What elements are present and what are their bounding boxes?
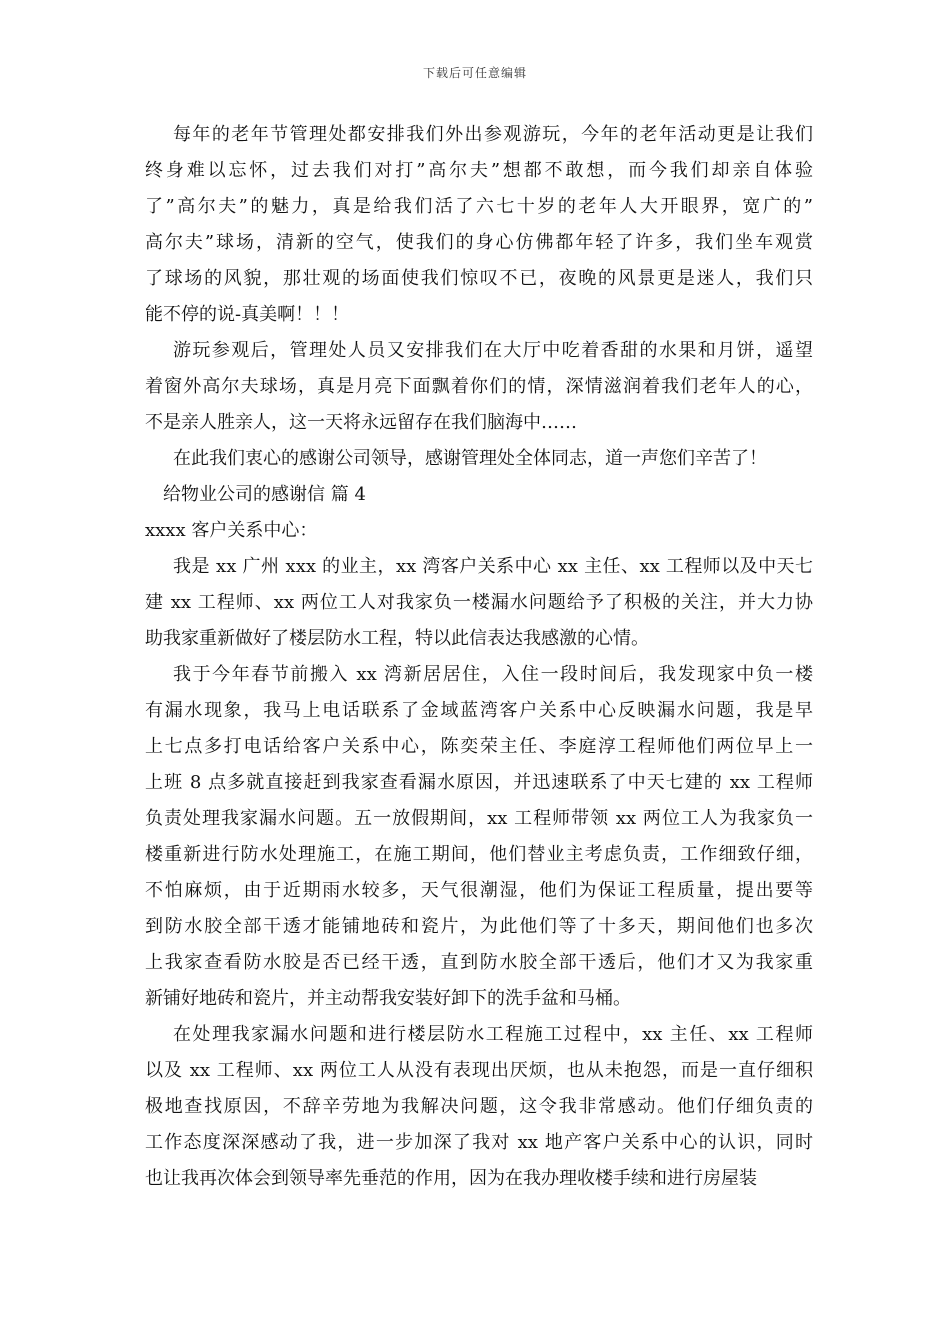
text-line: 极地查找原因，不辞辛劳地为我解决问题，这令我非常感动。他们仔细负责的 bbox=[145, 1096, 813, 1117]
paragraph bbox=[145, 549, 813, 657]
text-line: 终身难以忘怀，过去我们对打”高尔夫”想都不敢想，而今我们却亲自体验 bbox=[145, 160, 813, 181]
text-line: 我于今年春节前搬入 xx 湾新居居住，入住一段时间后，我发现家中负一楼 bbox=[173, 664, 813, 685]
text-line: xxxx 客户关系中心： bbox=[145, 520, 318, 541]
paragraph bbox=[145, 333, 813, 441]
paragraph bbox=[145, 657, 813, 1017]
text-line: 楼重新进行防水处理施工，在施工期间，他们替业主考虑负责，工作细致仔细， bbox=[145, 844, 813, 865]
letter-salutation bbox=[145, 513, 813, 549]
text-line: 也让我再次体会到领导率先垂范的作用，因为在我办理收楼手续和进行房屋装 bbox=[145, 1168, 757, 1189]
text-line: 了”高尔夫”的魅力，真是给我们活了六七十岁的老年人大开眼界，宽广的” bbox=[145, 196, 813, 217]
text-line: 建 xx 工程师、xx 两位工人对我家负一楼漏水问题给予了积极的关注，并大力协 bbox=[145, 592, 813, 613]
paragraph bbox=[145, 441, 813, 477]
text-line: 高尔夫”球场，清新的空气，使我们的身心仿佛都年轻了许多，我们坐车观赏 bbox=[145, 232, 813, 253]
text-line: 我是 xx 广州 xxx 的业主，xx 湾客户关系中心 xx 主任、xx 工程师以及中天七 bbox=[173, 556, 813, 577]
text-line: 新铺好地砖和瓷片，并主动帮我安装好卸下的洗手盆和马桶。 bbox=[145, 988, 631, 1009]
text-line: 上班 8 点多就直接赶到我家查看漏水原因，并迅速联系了中天七建的 xx 工程师 bbox=[145, 772, 813, 793]
page-header: 下载后可任意编辑 bbox=[422, 66, 527, 80]
text-line: 给物业公司的感谢信 篇 4 bbox=[163, 484, 366, 505]
text-line: 游玩参观后，管理处人员又安排我们在大厅中吃着香甜的水果和月饼，遥望 bbox=[173, 340, 813, 361]
text-line: 着窗外高尔夫球场，真是月亮下面飘着你们的情，深情滋润着我们老年人的心， bbox=[145, 376, 813, 397]
text-line: 在此我们衷心的感谢公司领导，感谢管理处全体同志，道一声您们辛苦了！ bbox=[173, 448, 767, 469]
text-line: 以及 xx 工程师、xx 两位工人从没有表现出厌烦，也从未抱怨，而是一直仔细积 bbox=[145, 1060, 813, 1081]
text-line: 在处理我家漏水问题和进行楼层防水工程施工过程中，xx 主任、xx 工程师 bbox=[173, 1024, 813, 1045]
text-line: 每年的老年节管理处都安排我们外出参观游玩，今年的老年活动更是让我们 bbox=[173, 124, 813, 145]
text-line: 了球场的风貌，那壮观的场面使我们惊叹不已，夜晚的风景更是迷人，我们只 bbox=[145, 268, 813, 289]
text-line: 上七点多打电话给客户关系中心，陈奕荣主任、李庭淳工程师他们两位早上一 bbox=[145, 736, 813, 757]
text-line: 不是亲人胜亲人，这一天将永远留存在我们脑海中…… bbox=[145, 412, 577, 433]
text-line: 不怕麻烦，由于近期雨水较多，天气很潮湿，他们为保证工程质量，提出要等 bbox=[145, 880, 813, 901]
document-body bbox=[145, 117, 813, 1197]
paragraph bbox=[145, 1017, 813, 1197]
text-line: 负责处理我家漏水问题。五一放假期间，xx 工程师带领 xx 两位工人为我家负一 bbox=[145, 808, 813, 829]
section-heading bbox=[145, 477, 813, 513]
text-line: 有漏水现象，我马上电话联系了金域蓝湾客户关系中心反映漏水问题，我是早 bbox=[145, 700, 813, 721]
paragraph bbox=[145, 117, 813, 333]
text-line: 能不停的说-真美啊！！！ bbox=[145, 304, 350, 325]
text-line: 助我家重新做好了楼层防水工程，特以此信表达我感激的心情。 bbox=[145, 628, 649, 649]
text-line: 上我家查看防水胶是否已经干透，直到防水胶全部干透后，他们才又为我家重 bbox=[145, 952, 813, 973]
text-line: 到防水胶全部干透才能铺地砖和瓷片，为此他们等了十多天，期间他们也多次 bbox=[145, 916, 813, 937]
text-line: 工作态度深深感动了我，进一步加深了我对 xx 地产客户关系中心的认识，同时 bbox=[145, 1132, 813, 1153]
